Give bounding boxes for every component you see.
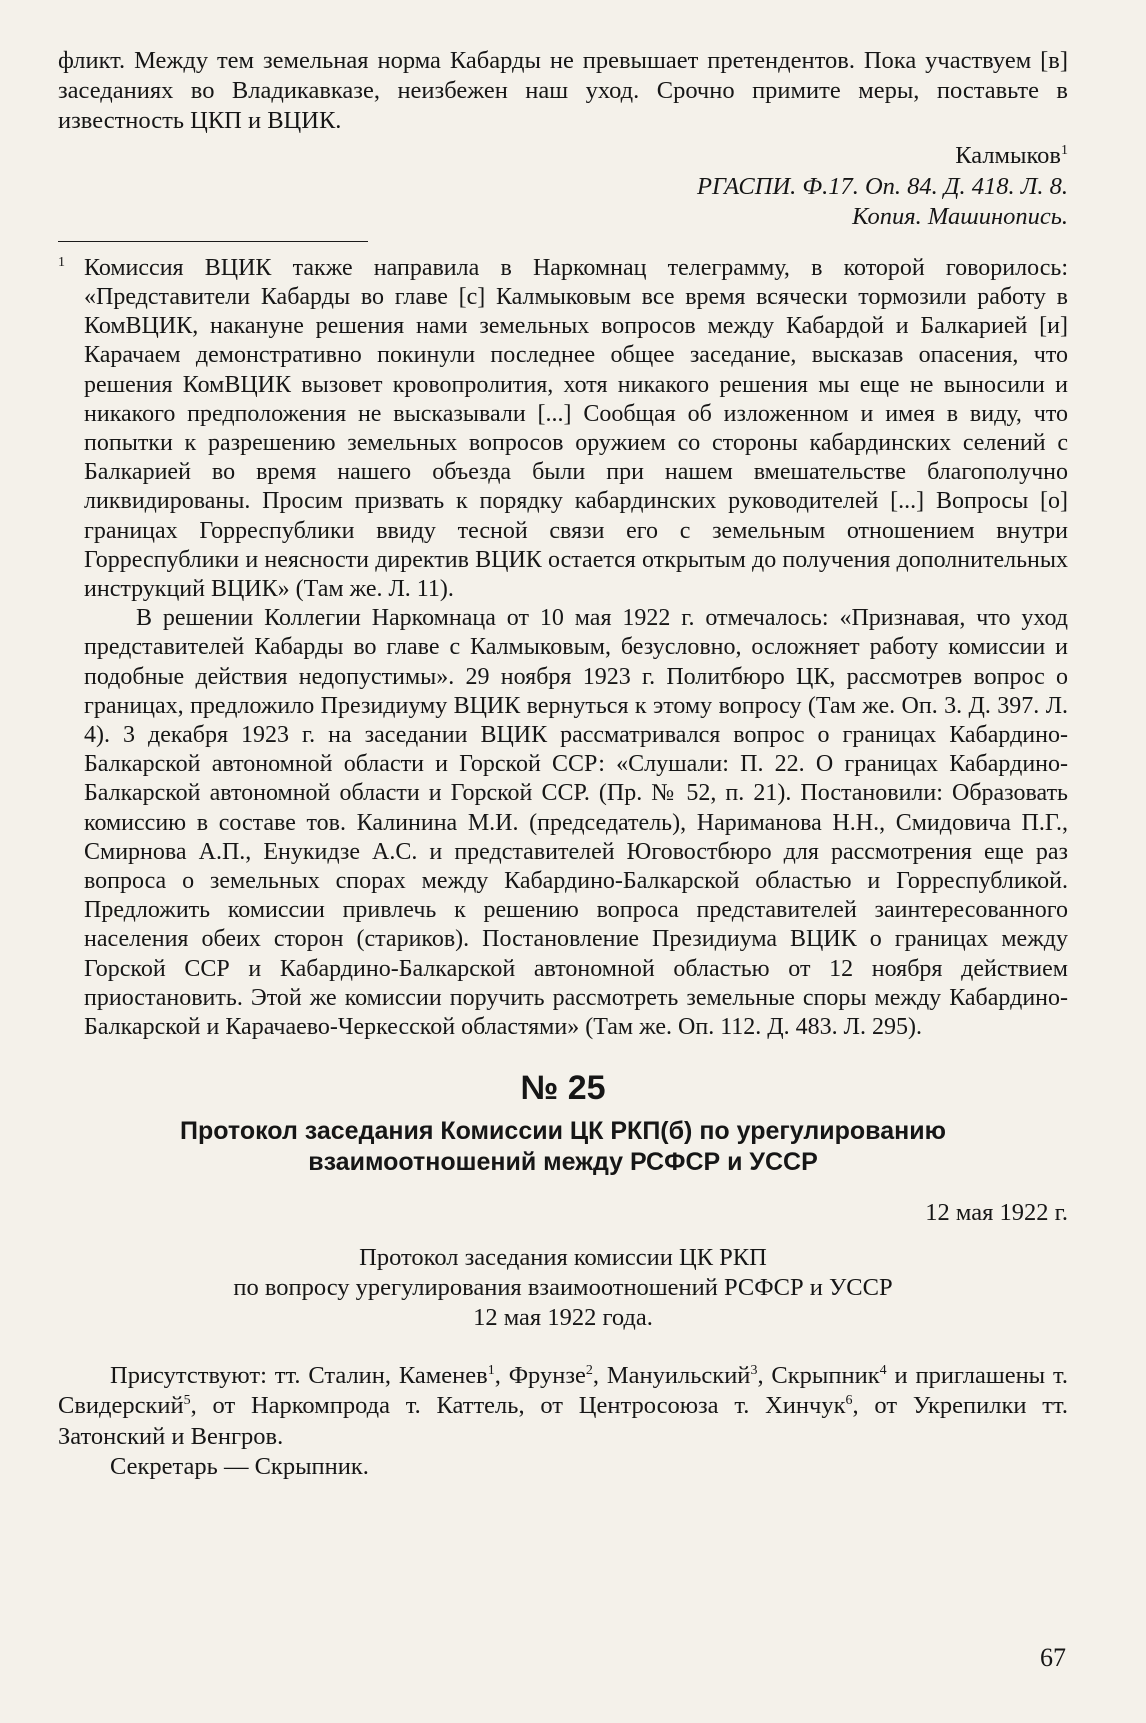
attendees-text: и приглашены т. Свидерский <box>58 1362 1068 1420</box>
protocol-heading-line-3: 12 мая 1922 года. <box>473 1303 653 1331</box>
attendees-text: , Фрунзе <box>494 1362 586 1390</box>
document-title <box>58 1116 1068 1178</box>
footnote-divider <box>58 241 368 242</box>
document-number: № 25 <box>520 1069 606 1108</box>
footnote-ref: 2 <box>585 1362 593 1378</box>
attendees-text: , Скрыпник <box>757 1362 880 1390</box>
document-title-line-2: взаимоотношений между РСФСР и УССР <box>308 1148 818 1177</box>
signature-name: Калмыков <box>955 141 1061 169</box>
top-paragraph: фликт. Между тем земельная норма Кабарды не превышает претендентов. Пока участвуем [в] заседаниях во Владикавказе, неизбежен наш уход. Срочно примите меры, поставьте в известность ЦКП и ВЦИК. <box>58 47 1068 135</box>
protocol-heading <box>58 1243 1068 1334</box>
signature-footnote-mark: 1 <box>1061 142 1068 158</box>
document-date: 12 мая 1922 г. <box>925 1199 1068 1227</box>
footnote-text: Комиссия ВЦИК также направила в Наркомнац телеграмму, в которой говорилось: «Представители Кабарды во главе [с] Калмыковым все время всячески тормозили работу в КомВЦИК, накануне решения нами земельных вопросов между Кабардой и Балкарией [и] Карачаем демонстративно покинули последнее общее заседание, высказав опасения, что решения КомВЦИК вызовет кровопролития, хотя никакого решения мы еще не выносили и никакого предположения не высказывали [...] Сообщая об изложенном и имея в виду, что попытки к разрешению земельных вопросов оружием со стороны кабардинских селений с Балкарией во время нашего объезда были при нашем вмешательстве благополучно ликвидированы. Просим призвать к порядку кабардинских руководителей [...] Вопросы [о] границах Горреспублики ввиду тесной связи его с земельным отношением внутри Горреспублики и неясности директив ВЦИК остается открытым до получения дополнительных инструкций ВЦИК» (Там же. Л. 11). <box>84 254 1068 603</box>
protocol-heading-line-2: по вопросу урегулирования взаимоотношений РСФСР и УССР <box>233 1273 893 1301</box>
attendees-text: , от Наркомпрода т. Каттель, от Центросоюза т. Хинчук <box>190 1392 846 1420</box>
footnote-mark: 1 <box>58 254 65 270</box>
secretary-line: Секретарь — Скрыпник. <box>110 1452 369 1480</box>
footnote-ref: 3 <box>750 1362 758 1378</box>
protocol-heading-line-1: Протокол заседания комиссии ЦК РКП <box>359 1243 767 1271</box>
footnote-ref: 1 <box>487 1362 495 1378</box>
footnote <box>58 254 1068 1042</box>
page-content <box>58 46 1068 1482</box>
footnote-continuation: В решении Коллегии Наркомнаца от 10 мая 1922 г. отмечалось: «Признавая, что уход представителей Кабарды во главе с Калмыковым, безусловно, осложняет работу комиссии и подобные действия недопустимы». 29 ноября 1923 г. Политбюро ЦК, рассмотрев вопрос о границах, предложило Президиуму ВЦИК вернуться к этому вопросу (Там же. Оп. 3. Д. 397. Л. 4). 3 декабря 1923 г. на заседании ВЦИК рассматривался вопрос о границах Кабардино-Балкарской автономной области и Горской ССР: «Слушали: П. 22. О границах Кабардино-Балкарской автономной области и Горской ССР. (Пр. № 52, п. 21). Постановили: Образовать комиссию в составе тов. Калинина М.И. (председатель), Нариманова Н.Н., Смидовича П.Г., Смирнова А.П., Енукидзе А.С. и представителей Юговостбюро для рассмотрения еще раз вопроса о земельных спорах между Кабардино-Балкарской областью и Горреспубликой. Предложить комиссии привлечь к решению вопроса представителей заинтересованного населения обеих сторон (стариков). Постановление Президиума ВЦИК о границах между Горской ССР и Кабардино-Балкарской автономной областью от 12 ноября действием приостановить. Этой же комиссии поручить рассмотреть земельные споры между Кабардино-Балкарской и Карачаево-Черкесской областями» (Там же. Оп. 112. Д. 483. Л. 295). <box>84 605 1068 1041</box>
attendees-text: , Мануильский <box>592 1362 751 1390</box>
footnote-ref: 6 <box>845 1393 853 1409</box>
document-title-line-1: Протокол заседания Комиссии ЦК РКП(б) по урегулированию <box>180 1117 946 1146</box>
attendees-text: , от Укрепилки тт. Затонский и Венгров. <box>58 1392 1069 1450</box>
footnote-ref: 4 <box>879 1362 887 1378</box>
page-number: 67 <box>1040 1643 1066 1672</box>
signature <box>58 141 1068 171</box>
copy-note: Копия. Машинопись. <box>852 202 1068 230</box>
attendees-text: Присутствуют: тт. Сталин, Каменев <box>110 1362 488 1390</box>
archive-reference: РГАСПИ. Ф.17. Оп. 84. Д. 418. Л. 8. <box>697 172 1068 200</box>
footnote-ref: 5 <box>183 1393 191 1409</box>
attendees-paragraph <box>58 1361 1068 1452</box>
